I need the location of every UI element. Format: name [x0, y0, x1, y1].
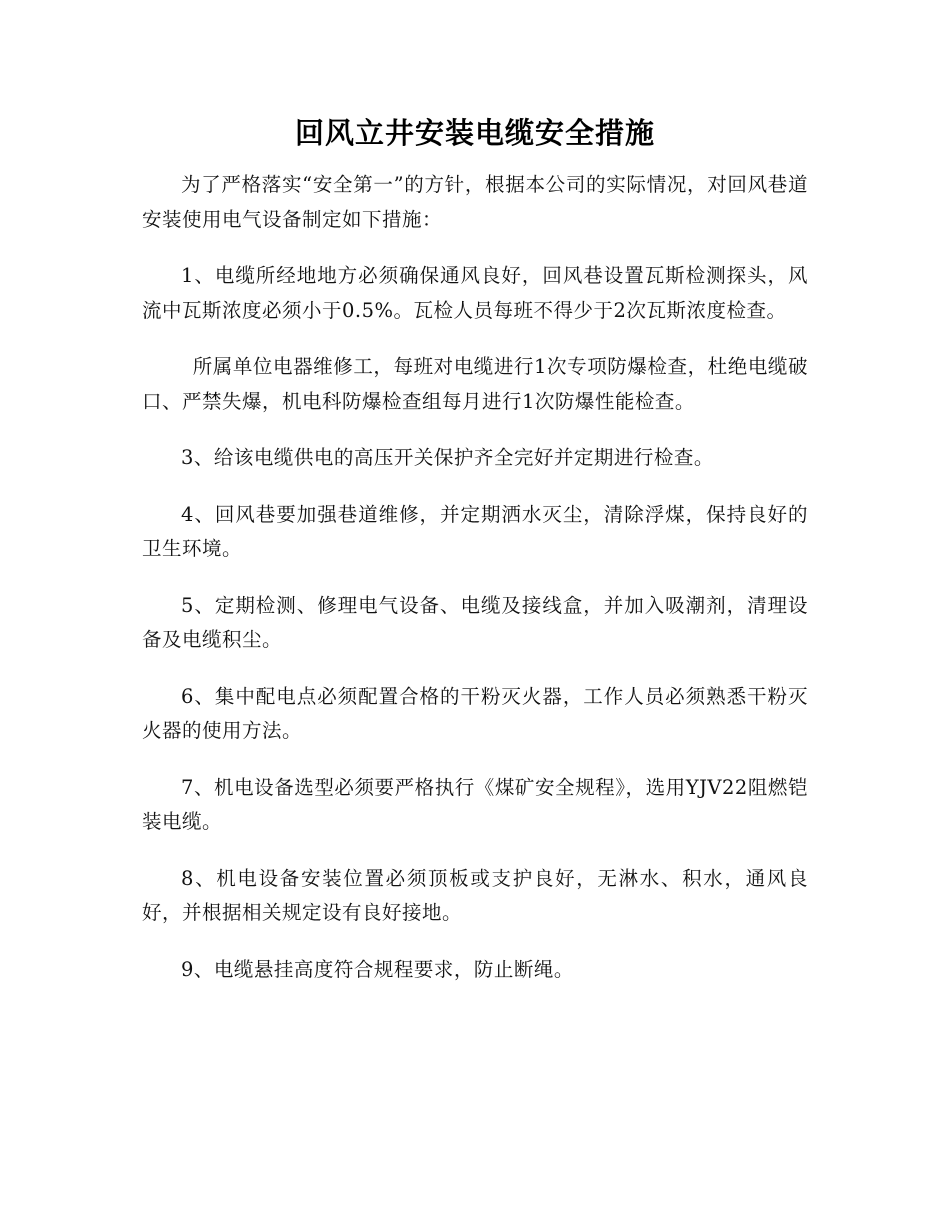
measure-paragraph-1: 1、电缆所经地地方必须确保通风良好，回风巷设置瓦斯检测探头，风流中瓦斯浓度必须小于0.5%。瓦检人员每班不得少于2次瓦斯浓度检查。: [142, 264, 808, 322]
measure-paragraph-3: 3、给该电缆供电的高压开关保护齐全完好并定期进行检查。: [181, 446, 714, 469]
measure-paragraph-2: 所属单位电器维修工，每班对电缆进行1次专项防爆检查，杜绝电缆破口、严禁失爆，机电科防爆检查组每月进行1次防爆性能检查。: [142, 355, 808, 413]
document-body: [142, 168, 808, 1009]
measure-paragraph-4: 4、回风巷要加强巷道维修，并定期洒水灭尘，清除浮煤，保持良好的卫生环境。: [142, 502, 808, 560]
measure-paragraph-9: 9、电缆悬挂高度符合规程要求，防止断绳。: [181, 957, 574, 981]
measure-paragraph-8: 8、机电设备安装位置必须顶板或支护良好，无淋水、积水，通风良好，并根据相关规定设有良好接地。: [142, 866, 808, 924]
intro-paragraph: 为了严格落实“安全第一”的方针，根据本公司的实际情况，对回风巷道安装使用电气设备制定如下措施：: [142, 173, 808, 231]
measure-paragraph-7: 7、机电设备选型必须要严格执行《煤矿安全规程》，选用YJV22阻燃铠装电缆。: [142, 775, 808, 833]
measure-paragraph-6: 6、集中配电点必须配置合格的干粉灭火器，工作人员必须熟悉干粉灭火器的使用方法。: [142, 684, 808, 742]
measure-paragraph-5: 5、定期检测、修理电气设备、电缆及接线盒，并加入吸潮剂，清理设备及电缆积尘。: [142, 593, 808, 651]
document-title: 回风立井安装电缆安全措施: [294, 116, 655, 150]
